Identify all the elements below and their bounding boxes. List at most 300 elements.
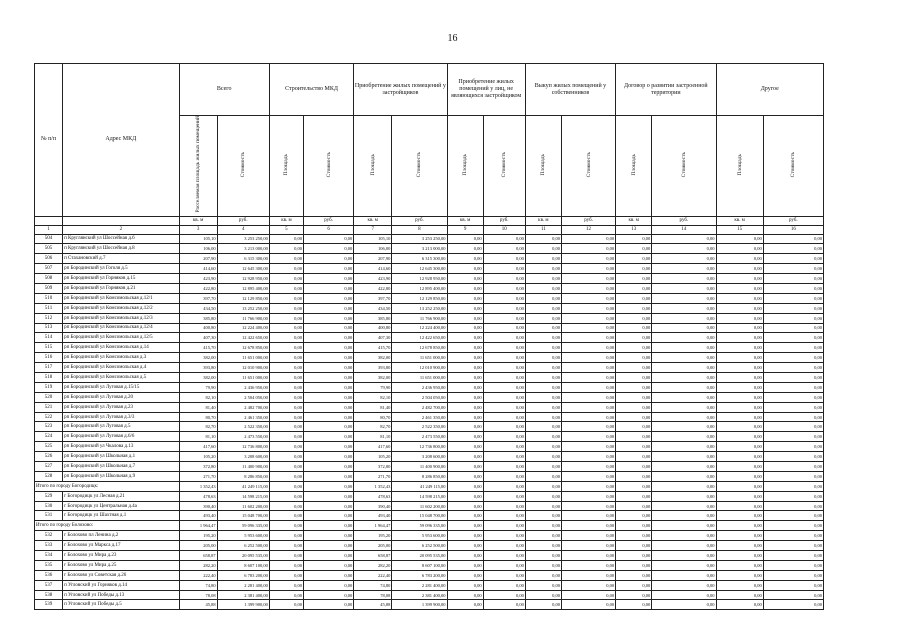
value-cell: 390,40 [354, 501, 392, 511]
value-cell: 0,00 [269, 254, 303, 264]
value-cell: 0,00 [561, 541, 615, 551]
value-cell: 382,00 [179, 353, 217, 363]
value-cell: 0,00 [652, 244, 716, 254]
row-number: 534 [35, 551, 63, 561]
value-cell: 0,00 [561, 531, 615, 541]
page-number: 16 [447, 33, 458, 44]
value-cell: 382,00 [179, 373, 217, 383]
value-cell: 393,80 [354, 363, 392, 373]
unit-label: руб. [392, 216, 447, 225]
value-cell: 0,00 [561, 392, 615, 402]
value-cell: 423,90 [354, 274, 392, 284]
column-number: 13 [616, 225, 652, 234]
value-cell: 0,00 [447, 442, 483, 452]
value-cell: 0,00 [616, 373, 652, 383]
row-number: 537 [35, 580, 63, 590]
header-buyout: Выкуп жилых помещений у собственников [525, 64, 615, 116]
value-cell: 0,00 [269, 442, 303, 452]
value-cell: 6 783 200,00 [392, 570, 447, 580]
value-cell: 0,00 [652, 373, 716, 383]
value-cell: 0,00 [269, 501, 303, 511]
value-cell: 372,80 [179, 462, 217, 472]
value-cell: 0,00 [483, 283, 525, 293]
value-cell: 105,20 [179, 452, 217, 462]
value-cell: 0,00 [483, 501, 525, 511]
row-number: 520 [35, 392, 63, 402]
value-cell: 3 213 000,00 [217, 244, 269, 254]
value-cell: 0,00 [716, 541, 763, 551]
value-cell: 1 399 900,00 [392, 600, 447, 610]
value-cell: 0,00 [303, 442, 353, 452]
unit-label: кв. м [354, 216, 392, 225]
value-cell: 0,00 [616, 481, 652, 491]
value-cell: 0,00 [763, 392, 823, 402]
value-cell: 0,00 [561, 343, 615, 353]
value-cell: 0,00 [763, 382, 823, 392]
value-cell: 12 422 650,00 [217, 333, 269, 343]
value-cell: 0,00 [525, 590, 561, 600]
address-cell: рп Бородинский ул Школьная д.9 [63, 471, 179, 481]
value-cell: 0,00 [303, 353, 353, 363]
column-number: 7 [354, 225, 392, 234]
value-cell: 3 213 000,00 [392, 244, 447, 254]
value-cell: 0,00 [763, 600, 823, 610]
value-cell: 1 352,43 [179, 481, 217, 491]
address-cell: г Болохово ул Маркса д.17 [63, 541, 179, 551]
value-cell: 0,00 [269, 303, 303, 313]
value-cell: 82,70 [354, 422, 392, 432]
value-cell: 0,00 [525, 551, 561, 561]
value-cell: 0,00 [303, 382, 353, 392]
value-cell: 0,00 [716, 303, 763, 313]
value-cell: 0,00 [616, 600, 652, 610]
value-cell: 0,00 [716, 580, 763, 590]
value-cell: 0,00 [483, 323, 525, 333]
value-cell: 0,00 [763, 471, 823, 481]
value-cell: 0,00 [483, 392, 525, 402]
value-cell: 0,00 [763, 541, 823, 551]
value-cell: 11 766 900,00 [217, 313, 269, 323]
value-cell: 0,00 [616, 274, 652, 284]
value-cell: 0,00 [447, 392, 483, 402]
value-cell: 2 522 350,00 [392, 422, 447, 432]
value-cell: 0,00 [763, 363, 823, 373]
value-cell: 0,00 [716, 234, 763, 244]
value-cell: 0,00 [303, 541, 353, 551]
row-number: 523 [35, 422, 63, 432]
value-cell: 0,00 [525, 343, 561, 353]
value-cell: 390,40 [179, 501, 217, 511]
value-cell: 0,00 [763, 570, 823, 580]
value-cell: 0,00 [269, 541, 303, 551]
value-cell: 0,00 [652, 353, 716, 363]
row-number: 538 [35, 590, 63, 600]
value-cell: 6 252 500,00 [392, 541, 447, 551]
value-cell: 2 461 350,00 [392, 412, 447, 422]
value-cell: 0,00 [716, 462, 763, 472]
value-cell: 0,00 [483, 353, 525, 363]
value-cell: 0,00 [269, 333, 303, 343]
value-cell: 0,00 [525, 491, 561, 501]
value-cell: 82,70 [179, 422, 217, 432]
value-cell: 0,00 [652, 590, 716, 600]
subtotal-row [35, 481, 824, 491]
unit-label: кв. м [616, 216, 652, 225]
value-cell: 0,00 [525, 521, 561, 531]
value-cell: 0,00 [447, 402, 483, 412]
unit-label: кв. м [179, 216, 217, 225]
value-cell: 0,00 [616, 531, 652, 541]
value-cell: 0,00 [447, 234, 483, 244]
address-cell: г Болохово ул Мира д.25 [63, 560, 179, 570]
unit-label: кв. м [447, 216, 483, 225]
value-cell: 0,00 [616, 283, 652, 293]
value-cell: 0,00 [763, 254, 823, 264]
value-cell: 0,00 [447, 491, 483, 501]
value-cell: 0,00 [763, 313, 823, 323]
value-cell: 0,00 [763, 244, 823, 254]
value-cell: 0,00 [716, 313, 763, 323]
value-cell: 0,00 [303, 373, 353, 383]
value-cell: 0,00 [483, 293, 525, 303]
value-cell: 0,00 [763, 274, 823, 284]
value-cell: 13 252 250,00 [392, 303, 447, 313]
value-cell: 0,00 [483, 580, 525, 590]
value-cell: 0,00 [483, 402, 525, 412]
value-cell: 0,00 [561, 234, 615, 244]
value-cell: 0,00 [763, 343, 823, 353]
value-cell: 0,00 [525, 392, 561, 402]
value-cell: 0,00 [652, 283, 716, 293]
table-row [35, 412, 824, 422]
column-number: 12 [561, 225, 615, 234]
value-cell: 0,00 [763, 303, 823, 313]
value-cell: 0,00 [763, 293, 823, 303]
value-cell: 0,00 [652, 274, 716, 284]
value-cell: 0,00 [483, 560, 525, 570]
value-cell: 0,00 [303, 560, 353, 570]
value-cell: 2 522 350,00 [217, 422, 269, 432]
value-cell: 0,00 [716, 471, 763, 481]
address-cell: рп Бородинский ул Комсомольская д.12/3 [63, 313, 179, 323]
value-cell: 0,00 [303, 343, 353, 353]
value-cell: 0,00 [483, 521, 525, 531]
unit-label: руб. [483, 216, 525, 225]
row-number: 518 [35, 373, 63, 383]
value-cell: 0,00 [303, 412, 353, 422]
value-cell: 0,00 [561, 491, 615, 501]
value-cell: 0,00 [652, 442, 716, 452]
subheader-cost: Стоимость [763, 116, 823, 217]
value-cell: 0,00 [447, 541, 483, 551]
value-cell: 0,00 [303, 600, 353, 610]
value-cell: 414,60 [179, 264, 217, 274]
value-cell: 0,00 [525, 293, 561, 303]
value-cell: 59 096 335,00 [217, 521, 269, 531]
value-cell: 12 129 850,00 [217, 293, 269, 303]
row-number: 528 [35, 471, 63, 481]
value-cell: 0,00 [652, 541, 716, 551]
value-cell: 2 504 050,00 [217, 392, 269, 402]
table-row [35, 303, 824, 313]
value-cell: 0,00 [616, 521, 652, 531]
column-number: 16 [763, 225, 823, 234]
value-cell: 0,00 [561, 303, 615, 313]
value-cell: 0,00 [269, 343, 303, 353]
value-cell: 0,00 [269, 531, 303, 541]
value-cell: 0,00 [525, 313, 561, 323]
resettlement-table [34, 63, 824, 610]
value-cell: 0,00 [525, 333, 561, 343]
value-cell: 106,00 [354, 244, 392, 254]
value-cell: 0,00 [269, 293, 303, 303]
address-cell: рп Бородинский ул Комсомольская д.12/1 [63, 293, 179, 303]
column-number: 6 [303, 225, 353, 234]
column-number: 14 [652, 225, 716, 234]
value-cell: 0,00 [763, 234, 823, 244]
value-cell: 0,00 [763, 511, 823, 521]
subheader-cost: Стоимость [652, 116, 716, 217]
value-cell: 106,00 [179, 244, 217, 254]
subheader-cost: Стоимость [483, 116, 525, 217]
subheader-area: Площадь [616, 116, 652, 217]
address-cell: рп Бородинский ул Комсомольская д.4 [63, 363, 179, 373]
value-cell: 0,00 [561, 363, 615, 373]
address-cell: п Круглянский ул Шоссейная д.8 [63, 244, 179, 254]
value-cell: 0,00 [483, 343, 525, 353]
value-cell: 0,00 [303, 590, 353, 600]
value-cell: 12 645 300,00 [217, 264, 269, 274]
address-cell: г Болохово ул Мира д.23 [63, 551, 179, 561]
value-cell: 0,00 [616, 462, 652, 472]
value-cell: 0,00 [269, 600, 303, 610]
value-cell: 0,00 [303, 422, 353, 432]
value-cell: 0,00 [561, 402, 615, 412]
row-number: 531 [35, 511, 63, 521]
value-cell: 0,00 [616, 491, 652, 501]
row-number: 511 [35, 303, 63, 313]
value-cell: 0,00 [652, 333, 716, 343]
value-cell: 0,00 [561, 600, 615, 610]
value-cell: 0,00 [483, 373, 525, 383]
value-cell: 81,10 [179, 432, 217, 442]
value-cell: 12 928 950,00 [217, 274, 269, 284]
subheader-cost: Стоимость [217, 116, 269, 217]
table-row [35, 600, 824, 610]
value-cell: 14 598 215,00 [392, 491, 447, 501]
value-cell: 0,00 [716, 531, 763, 541]
value-cell: 2 473 550,00 [217, 432, 269, 442]
value-cell: 0,00 [269, 491, 303, 501]
table-row [35, 363, 824, 373]
value-cell: 80,70 [354, 412, 392, 422]
address-cell: г Болохово пл Ленина д.2 [63, 531, 179, 541]
value-cell: 0,00 [716, 392, 763, 402]
table-row [35, 551, 824, 561]
value-cell: 422,80 [354, 283, 392, 293]
value-cell: 0,00 [447, 274, 483, 284]
value-cell: 0,00 [652, 560, 716, 570]
value-cell: 12 678 850,00 [217, 343, 269, 353]
value-cell: 0,00 [525, 462, 561, 472]
value-cell: 385,80 [354, 313, 392, 323]
value-cell: 12 224 400,00 [392, 323, 447, 333]
value-cell: 0,00 [763, 333, 823, 343]
column-number: 10 [483, 225, 525, 234]
value-cell: 0,00 [303, 531, 353, 541]
value-cell: 3 253 250,00 [217, 234, 269, 244]
row-number: 515 [35, 343, 63, 353]
value-cell: 0,00 [447, 471, 483, 481]
value-cell: 0,00 [303, 234, 353, 244]
value-cell: 0,00 [269, 274, 303, 284]
value-cell: 0,00 [716, 481, 763, 491]
value-cell: 0,00 [561, 432, 615, 442]
address-cell: п Стахановский д.7 [63, 254, 179, 264]
value-cell: 0,00 [483, 303, 525, 313]
value-cell: 222,40 [179, 570, 217, 580]
value-cell: 0,00 [483, 570, 525, 580]
row-number: 539 [35, 600, 63, 610]
value-cell: 0,00 [716, 452, 763, 462]
value-cell: 12 895 400,00 [217, 283, 269, 293]
value-cell: 15 048 700,00 [392, 511, 447, 521]
address-cell: п Угловский ул Победы д.5 [63, 600, 179, 610]
table-row [35, 570, 824, 580]
value-cell: 3 253 250,00 [392, 234, 447, 244]
value-cell: 0,00 [652, 402, 716, 412]
row-number: 536 [35, 570, 63, 580]
value-cell: 0,00 [447, 560, 483, 570]
value-cell: 0,00 [561, 511, 615, 521]
table-row [35, 580, 824, 590]
value-cell: 0,00 [561, 382, 615, 392]
value-cell: 0,00 [447, 323, 483, 333]
value-cell: 0,00 [763, 590, 823, 600]
value-cell: 0,00 [269, 452, 303, 462]
value-cell: 0,00 [447, 452, 483, 462]
value-cell: 0,00 [269, 313, 303, 323]
value-cell: 2 436 950,00 [217, 382, 269, 392]
value-cell: 0,00 [616, 570, 652, 580]
value-cell: 12 736 800,00 [392, 442, 447, 452]
table-row [35, 422, 824, 432]
value-cell: 0,00 [303, 462, 353, 472]
value-cell: 0,00 [561, 283, 615, 293]
value-cell: 8 286 850,00 [217, 471, 269, 481]
value-cell: 2 281 400,00 [217, 580, 269, 590]
value-cell: 79,90 [354, 382, 392, 392]
value-cell: 105,20 [354, 452, 392, 462]
value-cell: 0,00 [447, 382, 483, 392]
value-cell: 0,00 [303, 501, 353, 511]
table-row [35, 313, 824, 323]
value-cell: 0,00 [447, 333, 483, 343]
value-cell: 0,00 [763, 373, 823, 383]
value-cell: 0,00 [303, 254, 353, 264]
column-number: 5 [269, 225, 303, 234]
value-cell: 0,00 [716, 274, 763, 284]
value-cell: 105,10 [354, 234, 392, 244]
address-cell: рп Бородинский ул Горняков д.15 [63, 274, 179, 284]
value-cell: 82,10 [354, 392, 392, 402]
value-cell: 393,80 [179, 363, 217, 373]
value-cell: 0,00 [716, 323, 763, 333]
row-number: 516 [35, 353, 63, 363]
table-row [35, 560, 824, 570]
value-cell: 0,00 [652, 491, 716, 501]
value-cell: 0,00 [525, 432, 561, 442]
value-cell: 417,60 [354, 442, 392, 452]
unit-label: руб. [763, 216, 823, 225]
value-cell: 205,00 [354, 541, 392, 551]
value-cell: 0,00 [525, 570, 561, 580]
value-cell: 0,00 [303, 264, 353, 274]
value-cell: 0,00 [483, 363, 525, 373]
value-cell: 0,00 [616, 333, 652, 343]
value-cell: 0,00 [269, 432, 303, 442]
table-row [35, 452, 824, 462]
value-cell: 0,00 [652, 264, 716, 274]
value-cell: 0,00 [269, 521, 303, 531]
value-cell: 0,00 [763, 323, 823, 333]
value-cell: 382,00 [354, 373, 392, 383]
address-cell: рп Бородинский ул Школьная д.1 [63, 452, 179, 462]
value-cell: 282,20 [354, 560, 392, 570]
table-row [35, 432, 824, 442]
column-number: 11 [525, 225, 561, 234]
value-cell: 0,00 [303, 303, 353, 313]
value-cell: 0,00 [652, 323, 716, 333]
value-cell: 0,00 [269, 580, 303, 590]
table-row [35, 590, 824, 600]
value-cell: 0,00 [303, 432, 353, 442]
table-row [35, 333, 824, 343]
value-cell: 207,90 [354, 254, 392, 264]
subtotal-label: Итого по городу Богородицк: [35, 481, 180, 491]
value-cell: 0,00 [483, 382, 525, 392]
value-cell: 0,00 [303, 293, 353, 303]
value-cell: 0,00 [269, 382, 303, 392]
column-number: 1 [35, 225, 63, 234]
value-cell: 0,00 [561, 560, 615, 570]
value-cell: 0,00 [447, 551, 483, 561]
value-cell: 0,00 [525, 382, 561, 392]
unit-label: руб. [303, 216, 353, 225]
subheader-area: Площадь [716, 116, 763, 217]
value-cell: 0,00 [616, 422, 652, 432]
value-cell: 0,00 [716, 521, 763, 531]
value-cell: 0,00 [447, 570, 483, 580]
value-cell: 0,00 [561, 373, 615, 383]
value-cell: 0,00 [616, 432, 652, 442]
value-cell: 423,90 [179, 274, 217, 284]
address-cell: рп Бородинский ул Луговая д.23 [63, 402, 179, 412]
value-cell: 0,00 [561, 412, 615, 422]
row-number: 519 [35, 382, 63, 392]
value-cell: 0,00 [483, 462, 525, 472]
value-cell: 0,00 [716, 254, 763, 264]
value-cell: 0,00 [561, 570, 615, 580]
table-row [35, 293, 824, 303]
value-cell: 3 208 600,00 [392, 452, 447, 462]
value-cell: 0,00 [525, 244, 561, 254]
row-number: 512 [35, 313, 63, 323]
value-cell: 0,00 [303, 491, 353, 501]
value-cell: 407,30 [179, 333, 217, 343]
row-number: 526 [35, 452, 63, 462]
address-cell: рп Бородинский ул Горняков д.21 [63, 283, 179, 293]
